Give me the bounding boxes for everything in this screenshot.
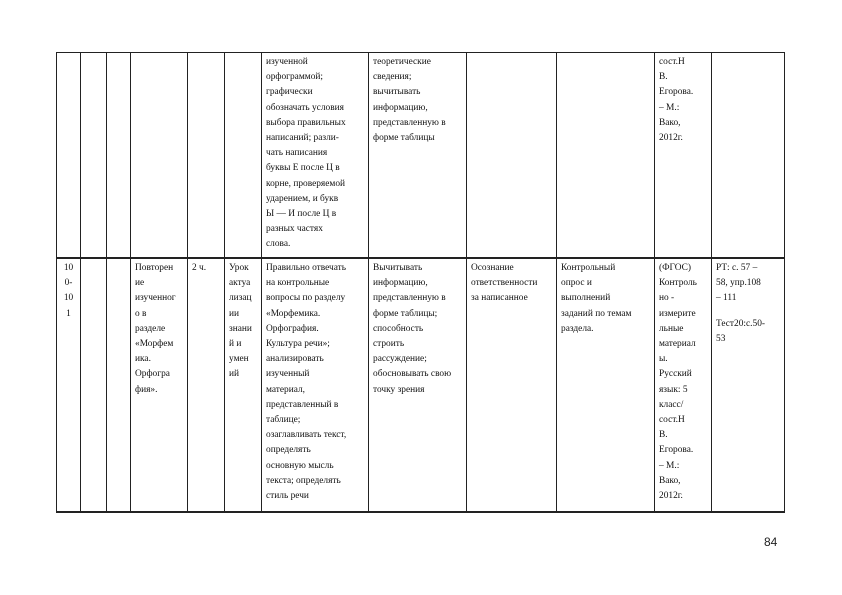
empty-cell [81,258,107,512]
control-form-cell: Контрольный опрос и выполнений заданий по темам раздела. [557,258,655,512]
lesson-number-cell: 10 0- 10 1 [57,258,81,512]
lesson-plan-table [56,52,785,513]
homework-cell [712,53,785,259]
lesson-topic-cell: Повторен ие изученног о в разделе «Морфем ика. Орфогра фия». [131,258,188,512]
empty-cell [107,53,131,259]
lesson-type-cell: Урок актуа лизац ии знани й и умен ий [225,258,262,512]
homework-cell: РТ: с. 57 – 58, упр.108 – 111 Тест20:с.50- 53 [712,258,785,512]
metasubject-skills-cell: теоретические сведения; вычитывать информацию, представленную в форме таблицы [369,53,467,259]
empty-cell [81,53,107,259]
resources-cell: (ФГОС) Контроль но - измерите льные материал ы. Русский язык: 5 класс/ сост.Н В. Егорова. – М.: Вако, 2012г. [655,258,712,512]
control-form-cell [557,53,655,259]
personal-results-cell [467,53,557,259]
personal-results-cell: Осознание ответственности за написанное [467,258,557,512]
lesson-number-cell [57,53,81,259]
hours-cell: 2 ч. [188,258,225,512]
subject-skills-cell: изученной орфограммой; графически обозначать условия выбора правильных написаний; разли- чать написания буквы Е после Ц в корне, проверяемой ударением, и букв Ы — И после Ц в разных частях слова. [262,53,369,259]
page-number: 84 [764,535,778,549]
resources-cell: сост.Н В. Егорова. – М.: Вако, 2012г. [655,53,712,259]
hours-cell [188,53,225,259]
table-row [57,53,785,259]
lesson-topic-cell [131,53,188,259]
empty-cell [107,258,131,512]
metasubject-skills-cell: Вычитывать информацию, представленную в форме таблицы; способность строить рассуждение; обосновывать свою точку зрения [369,258,467,512]
table-row [57,258,785,512]
lesson-type-cell [225,53,262,259]
subject-skills-cell: Правильно отвечать на контрольные вопросы по разделу «Морфемика. Орфография. Культура речи»; анализировать изученный материал, представленный в таблице; озаглавливать текст, определять основную мысль текста; определять стиль речи [262,258,369,512]
